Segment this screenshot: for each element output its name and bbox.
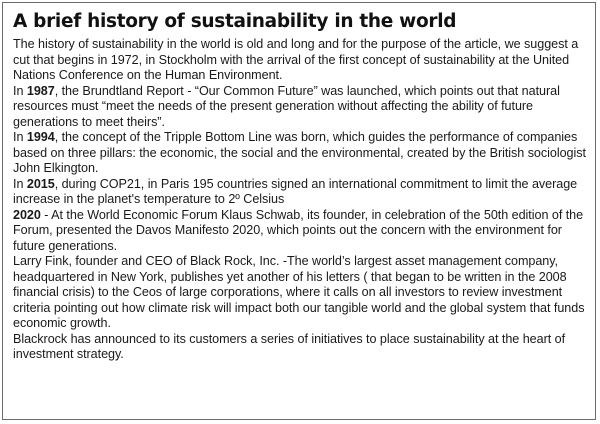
year-1987: 1987 (26, 83, 55, 98)
article-box (2, 2, 596, 420)
year-2015: 2015 (26, 176, 55, 191)
article-body (13, 37, 586, 363)
paragraph-text: - At the World Economic Forum Klaus Schwab, its founder, in celebration of the 50th edition of the Forum, presented the Davos Manifesto 2020, which points out the concern with the environment for future generations. (13, 207, 584, 253)
paragraph-1987 (13, 84, 586, 131)
paragraph-prefix: In (13, 83, 27, 98)
paragraph-2020 (13, 208, 586, 255)
year-1994: 1994 (26, 130, 55, 144)
year-2020: 2020 (13, 207, 41, 222)
article-title: A brief history of sustainability in the world (13, 11, 457, 32)
paragraph-intro: The history of sustainability in the world is old and long and for the purpose of the article, we suggest a cut that begins in 1972, in Stockholm with the arrival of the first concept of sustainability at the United Nations Conference on the Human Environment. (13, 37, 579, 82)
paragraph-prefix: In (13, 130, 27, 144)
paragraph-blackrock: Blackrock has announced to its customers a series of initiatives to place sustainability at the heart of investment strategy. (13, 331, 566, 361)
paragraph-text: , the concept of the Tripple Bottom Line was born, which guides the performance of companies based on three pillars: the economic, the social and the environmental, created by the British sociologist John Elkington. (13, 130, 586, 175)
paragraph-1994 (13, 130, 586, 177)
paragraph-larry-fink: Larry Fink, founder and CEO of Black Rock, Inc. -The world’s largest asset management company, headquartered in New York, publishes yet another of his letters ( that began to be written in the 2008 financial crisis) to the Ceos of large corporations, where it calls on all investors to review investment criteria pointing out how climate risk will impact both our tangible world and the global system that funds economic growth. (13, 254, 585, 330)
paragraph-text: , the Brundtland Report - “Our Common Future” was launched, which points out that natural resources must “meet the needs of the present generation without affecting the ability of future generations to meet theirs”. (13, 83, 560, 129)
paragraph-prefix: In (13, 176, 27, 191)
paragraph-2015 (13, 177, 586, 208)
paragraph-text: , during COP21, in Paris 195 countries signed an international commitment to limit the average increase in the planet's temperature to 2º Celsius (13, 176, 578, 206)
